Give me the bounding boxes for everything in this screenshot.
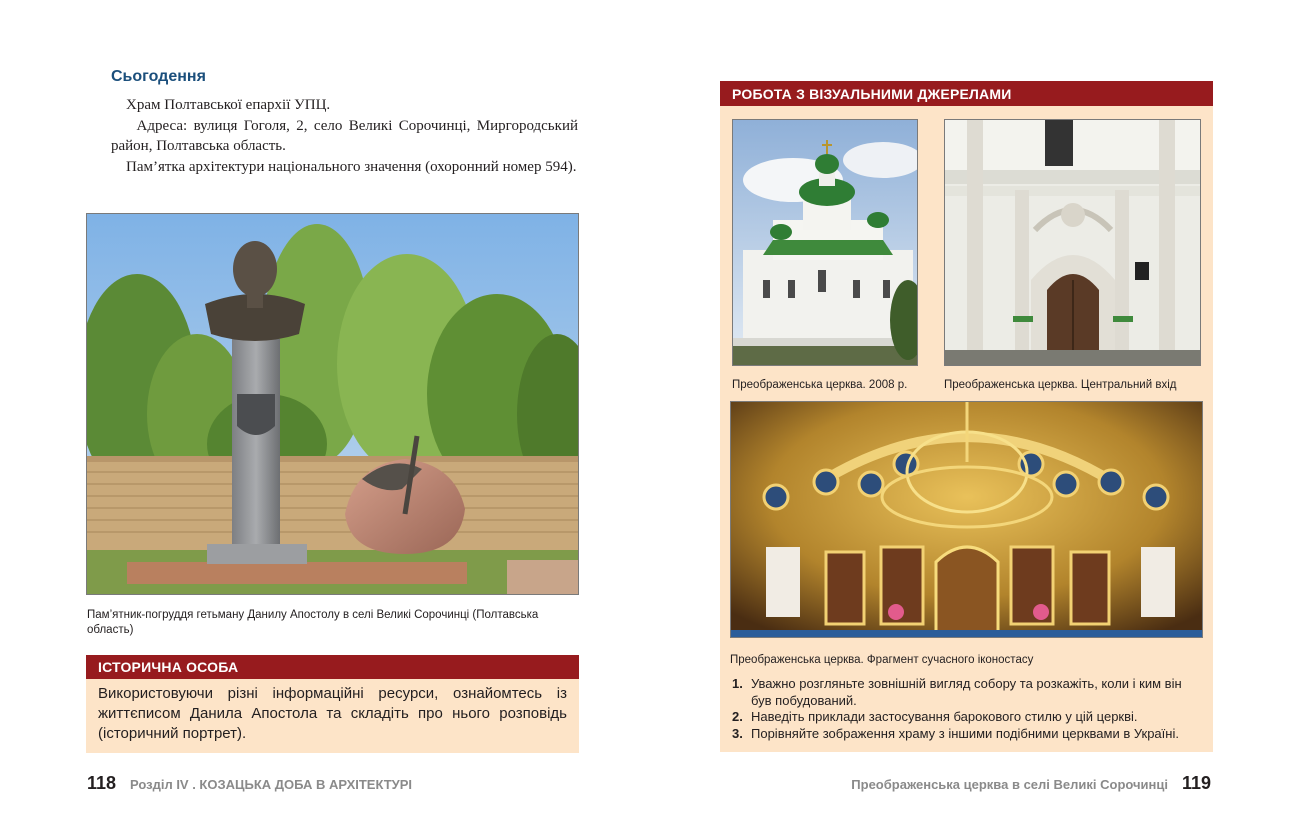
church-exterior-caption: Преображенська церква. 2008 р. — [732, 379, 908, 391]
iconostasis-photo — [730, 401, 1203, 638]
paragraph-eparchy: Храм Полтавської епархії УПЦ. — [126, 97, 331, 113]
historical-figure-task: Використовуючи різні інформаційні ресурси, ознайомтесь із життєписом Данила Апостола та складіть про нього розповідь (історичний портрет). — [86, 679, 579, 753]
church-entrance-caption: Преображенська церква. Центральний вхід — [944, 379, 1177, 391]
list-item: 3. Порівняйте зображення храму з іншими подібними церквами в Україні. — [732, 725, 1179, 741]
monument-photo-caption: Пам’ятник-погруддя гетьману Данилу Апостолу в селі Великі Сорочинці (Полтавська область) — [87, 609, 539, 636]
page-number-right: 119 — [1182, 773, 1212, 793]
list-item: 2. Наведіть приклади застосування барокового стилю у цій церкві. — [732, 709, 1138, 724]
paragraph-monument-status: Пам’ятка архітектури національного значення (охоронний номер 594). — [126, 158, 577, 175]
running-head-left: Розділ IV . КОЗАЦЬКА ДОБА В АРХІТЕКТУРІ — [130, 777, 413, 792]
page-number-left: 118 — [87, 773, 117, 793]
church-exterior-photo — [732, 119, 918, 366]
historical-figure-header: ІСТОРИЧНА ОСОБА — [86, 655, 579, 679]
body-text — [111, 95, 578, 177]
iconostasis-caption: Преображенська церква. Фрагмент сучасного іконостасу — [730, 654, 1034, 666]
section-heading-today: Сьогодення — [111, 68, 206, 85]
running-head-right: Преображенська церква в селі Великі Сорочинці — [851, 777, 1168, 792]
list-item: 1. Уважно розгляньте зовнішній вигляд собору та розкажіть, коли і ким він був побудований. — [732, 676, 1182, 708]
visual-sources-header: РОБОТА З ВІЗУАЛЬНИМИ ДЖЕРЕЛАМИ — [720, 81, 1213, 106]
paragraph-address: Адреса: вулиця Гоголя, 2, село Великі Сорочинці, Миргородський район, Полтавська область. — [111, 117, 578, 154]
church-entrance-photo — [944, 119, 1201, 366]
questions-list — [732, 676, 1202, 742]
monument-photo — [86, 213, 579, 595]
